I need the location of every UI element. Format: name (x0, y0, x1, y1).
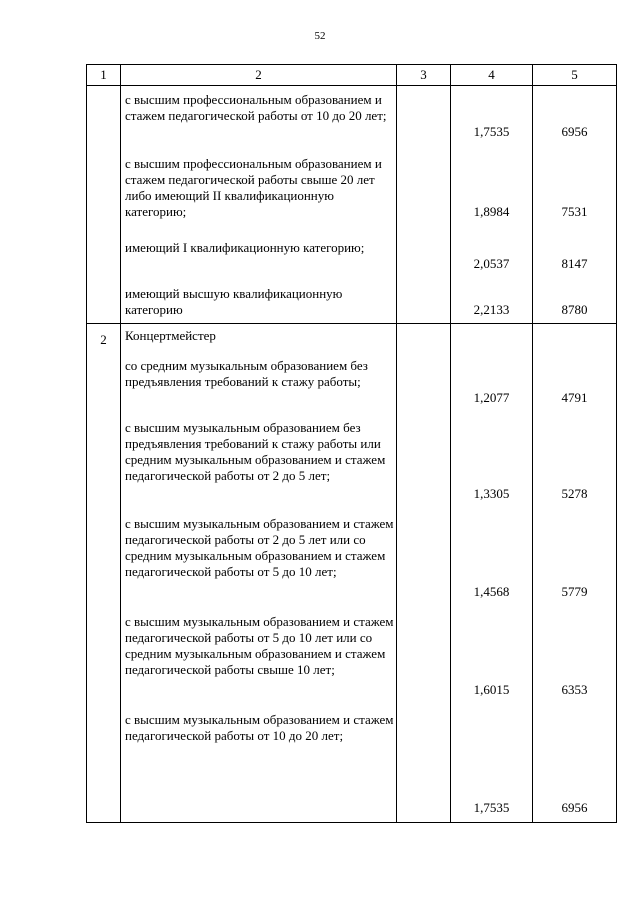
coefficient-value: 1,8984 (473, 204, 510, 219)
salary-table (86, 64, 617, 823)
salary-value: 8780 (561, 302, 588, 317)
coefficient-value: 2,2133 (473, 302, 510, 317)
salary-value: 6956 (561, 124, 588, 139)
salary-value: 4791 (561, 390, 588, 405)
salary-cell (533, 86, 617, 324)
coefficient-value: 1,3305 (473, 486, 510, 501)
description-entry: с высшим музыкальным образованием без предъявления требований к стажу работы или средним музыкальным образованием и стажем педагогической работы от 2 до 5 лет; (125, 420, 386, 483)
description-cell (121, 86, 397, 324)
header-col-5: 5 (533, 65, 617, 86)
salary-cell (533, 324, 617, 823)
description-entry: со средним музыкальным образованием без предъявления требований к стажу работы; (125, 358, 368, 389)
description-entry: с высшим профессиональным образованием и стажем педагогической работы от 10 до 20 лет; (125, 92, 387, 123)
salary-value: 6956 (561, 800, 588, 815)
salary-value: 8147 (561, 256, 588, 271)
header-row (87, 65, 617, 86)
salary-value: 7531 (561, 204, 588, 219)
description-entry: имеющий I квалификационную категорию; (125, 240, 365, 255)
description-entry: имеющий высшую квалификационную категорию (125, 286, 343, 317)
description-entry: с высшим музыкальным образованием и стажем педагогической работы от 5 до 10 лет или со средним музыкальным образованием и стажем педагогической работы свыше 10 лет; (125, 614, 394, 677)
table-row (87, 86, 617, 324)
salary-value: 5278 (561, 486, 588, 501)
description-cell (121, 324, 397, 823)
coefficient-cell (451, 86, 533, 324)
salary-value: 6353 (561, 682, 588, 697)
row-number-cell: 2 (87, 324, 121, 823)
coefficient-value: 1,7535 (473, 800, 510, 815)
table-row (87, 324, 617, 823)
header-col-1: 1 (87, 65, 121, 86)
header-col-4: 4 (451, 65, 533, 86)
description-entry: с высшим музыкальным образованием и стажем педагогической работы от 10 до 20 лет; (125, 712, 394, 743)
header-col-2: 2 (121, 65, 397, 86)
row-number-cell (87, 86, 121, 324)
coefficient-cell (451, 324, 533, 823)
empty-cell (397, 86, 451, 324)
coefficient-value: 1,7535 (473, 124, 510, 139)
header-col-3: 3 (397, 65, 451, 86)
coefficient-value: 2,0537 (473, 256, 510, 271)
coefficient-value: 1,2077 (473, 390, 510, 405)
empty-cell (397, 324, 451, 823)
coefficient-value: 1,4568 (473, 584, 510, 599)
page-number: 52 (314, 30, 326, 42)
coefficient-value: 1,6015 (473, 682, 510, 697)
description-entry: с высшим музыкальным образованием и стажем педагогической работы от 2 до 5 лет или со средним музыкальным образованием и стажем педагогической работы от 5 до 10 лет; (125, 516, 394, 579)
description-entry: с высшим профессиональным образованием и стажем педагогической работы свыше 20 лет либо имеющий II квалификационную категорию; (125, 156, 382, 219)
position-title: Концертмейстер (125, 328, 216, 343)
salary-value: 5779 (561, 584, 588, 599)
